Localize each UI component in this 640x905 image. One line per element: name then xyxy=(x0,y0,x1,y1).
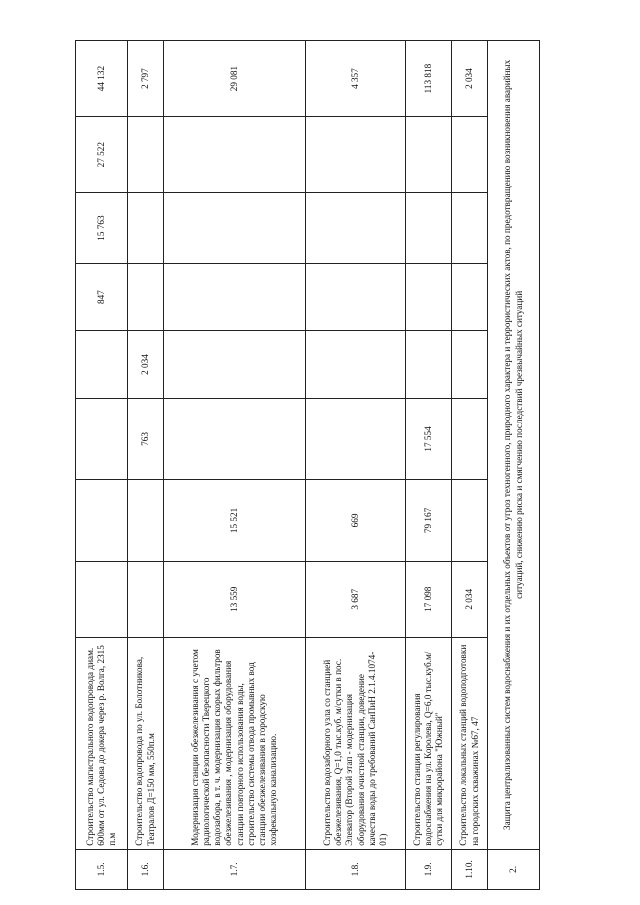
value-cell xyxy=(452,398,488,480)
row-total: 2 797 xyxy=(128,41,164,117)
row-description: Строительство локальных станций водоподготовки на городских скважинах №67, 47 xyxy=(452,637,488,849)
value-cell xyxy=(164,331,306,398)
value-cell xyxy=(306,398,406,480)
value-cell: 3 687 xyxy=(306,561,406,637)
value-cell xyxy=(406,263,452,330)
row-total: 113 818 xyxy=(406,41,452,117)
value-cell: 2 034 xyxy=(452,561,488,637)
value-cell xyxy=(76,480,128,562)
table-row xyxy=(164,41,306,890)
value-cell xyxy=(76,561,128,637)
row-number: 1.5. xyxy=(76,849,128,889)
table-row xyxy=(128,41,164,890)
value-cell xyxy=(164,193,306,264)
value-cell xyxy=(128,117,164,193)
value-cell xyxy=(306,117,406,193)
table-row xyxy=(76,41,128,890)
row-description: Модернизация станции обезжелезивания с учетом радиологической безопасности Тверецкого водозабора, в т. ч. модернизация скорых фильтров обезжелезивания , модернизация оборудования станции повторного использования воды, строительство системы отвода промывных вод станции обезжелезивания в городскую хозфекальную канализацию. xyxy=(164,637,306,849)
value-cell: 27 522 xyxy=(76,117,128,193)
row-description: Строительство водопровода по ул. Болотникова, Театралов Д=150 мм, 550п.м xyxy=(128,637,164,849)
section-number: 2. xyxy=(488,849,540,889)
value-cell xyxy=(452,263,488,330)
section-row xyxy=(488,41,540,890)
value-cell: 17 554 xyxy=(406,398,452,480)
row-description: Строительство магистрального водопровода диам. 600мм от ул. Седова до докера через р. Волга, 2315 п.м xyxy=(76,637,128,849)
value-cell xyxy=(406,193,452,264)
value-cell xyxy=(128,480,164,562)
value-cell xyxy=(306,263,406,330)
value-cell: 847 xyxy=(76,263,128,330)
row-number: 1.8. xyxy=(306,849,406,889)
value-cell xyxy=(128,193,164,264)
row-total: 4 357 xyxy=(306,41,406,117)
value-cell: 763 xyxy=(128,398,164,480)
value-cell xyxy=(452,331,488,398)
value-cell xyxy=(306,193,406,264)
value-cell: 79 167 xyxy=(406,480,452,562)
value-cell xyxy=(406,117,452,193)
value-cell: 2 034 xyxy=(128,331,164,398)
table-row xyxy=(406,41,452,890)
value-cell xyxy=(406,331,452,398)
value-cell xyxy=(164,263,306,330)
row-description: Строительство водозаборного узла со станцией обезжелезивания, Q=1,0 тыс.куб. м/сутки в пос. Элеватор (Второй этап - модернизация оборудования очистной станции, доведение качества воды до требований СанПиН 2.1.4.1074-01) xyxy=(306,637,406,849)
row-number: 1.7. xyxy=(164,849,306,889)
table-row xyxy=(306,41,406,890)
value-cell: 15 521 xyxy=(164,480,306,562)
row-total: 29 081 xyxy=(164,41,306,117)
investment-table xyxy=(75,40,540,890)
value-cell xyxy=(76,331,128,398)
value-cell: 13 559 xyxy=(164,561,306,637)
value-cell xyxy=(452,480,488,562)
row-number: 1.10. xyxy=(452,849,488,889)
value-cell xyxy=(164,398,306,480)
row-total: 44 132 xyxy=(76,41,128,117)
row-total: 2 034 xyxy=(452,41,488,117)
value-cell xyxy=(306,331,406,398)
row-number: 1.9. xyxy=(406,849,452,889)
value-cell xyxy=(76,398,128,480)
value-cell xyxy=(452,193,488,264)
row-number: 1.6. xyxy=(128,849,164,889)
value-cell: 17 098 xyxy=(406,561,452,637)
value-cell xyxy=(128,263,164,330)
value-cell xyxy=(128,561,164,637)
value-cell xyxy=(452,117,488,193)
section-title: Защита централизованных систем водоснабжения и их отдельных объектов от угроз техногенного, природного характера и террористических актов, по предотвращению возникновения аварийных ситуаций, снижению риска и смягчению последствий чрезвычайных ситуаций xyxy=(488,41,540,850)
value-cell: 15 763 xyxy=(76,193,128,264)
row-description: Строительство станции регулирования водоснабжения на ул. Королева, Q=6,0 тыс.куб.м/сутки для микрорайона "Южный" xyxy=(406,637,452,849)
value-cell xyxy=(164,117,306,193)
rotated-table-container xyxy=(75,40,565,890)
value-cell: 669 xyxy=(306,480,406,562)
table-row xyxy=(452,41,488,890)
